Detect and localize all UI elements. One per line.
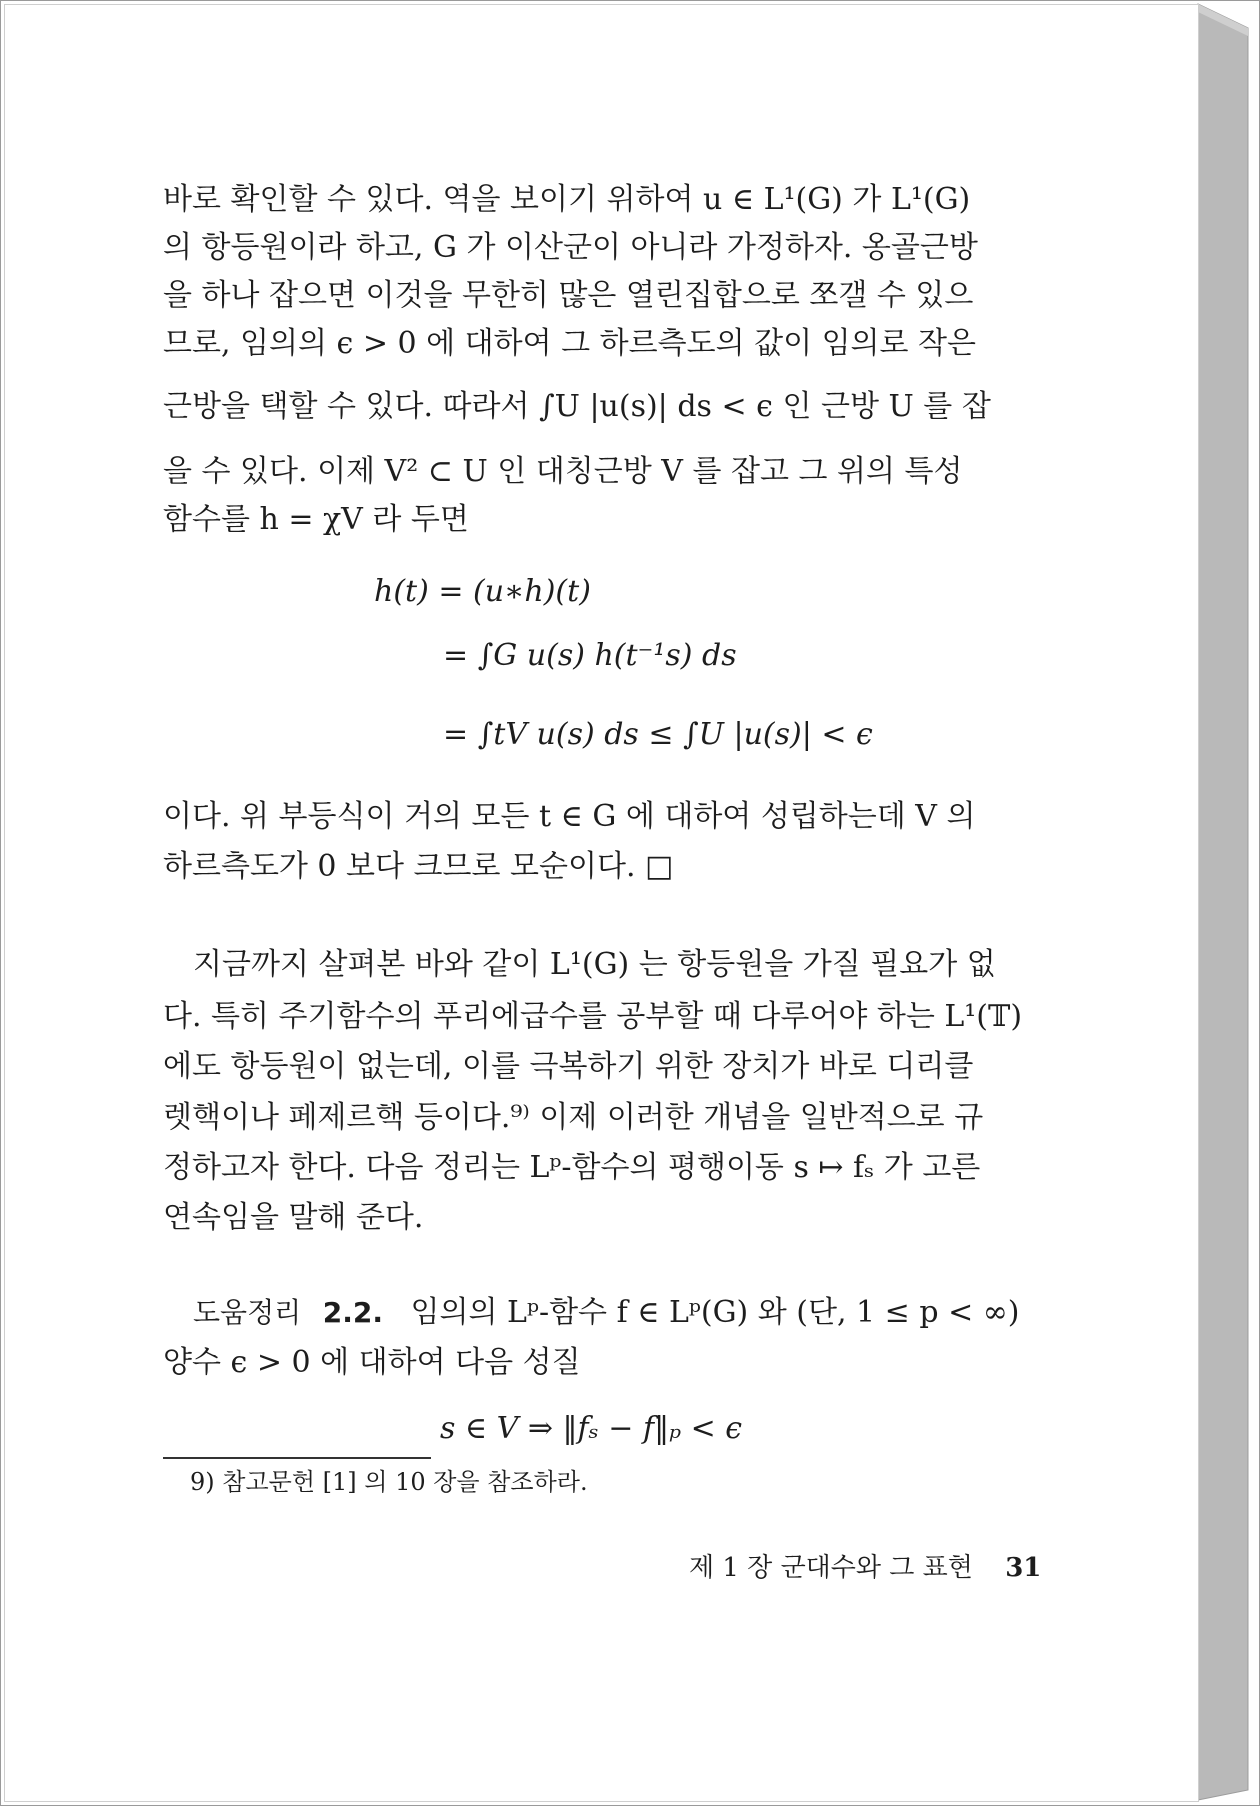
- text-line: 다. 특히 주기함수의 푸리에급수를 공부할 때 다루어야 하는 L¹(𝕋): [163, 999, 1023, 1034]
- text-line: 므로, 임의의 ϵ > 0 에 대하여 그 하르측도의 값이 임의로 작은: [163, 326, 977, 361]
- text-line: 근방을 택할 수 있다. 따라서 ∫U |u(s)| ds < ϵ 인 근방 U 를 잡: [163, 389, 991, 424]
- equation-line-1: h(t) = (u∗h)(t): [374, 574, 591, 609]
- lemma-label: 도움정리: [193, 1296, 302, 1329]
- equation-line-2: = ∫G u(s) h(t⁻¹s) ds: [443, 638, 737, 673]
- lemma-text: 임의의 Lᵖ-함수 f ∈ Lᵖ(G) 와 (단, 1 ≤ p < ∞): [410, 1295, 1020, 1330]
- book-page: [4, 4, 1199, 1802]
- text-line: 의 항등원이라 하고, G 가 이산군이 아니라 가정하자. 옹골근방: [163, 230, 978, 265]
- text-line: 바로 확인할 수 있다. 역을 보이기 위하여 u ∈ L¹(G) 가 L¹(G): [163, 182, 971, 217]
- text-line: 연속임을 말해 준다.: [163, 1200, 424, 1235]
- footnote: 9) 참고문헌 [1] 의 10 장을 참조하라.: [190, 1468, 588, 1496]
- lemma-line-1: [193, 1293, 1053, 1333]
- text-line: 함수를 h = χV 라 두면: [163, 502, 469, 537]
- equation-line-3: = ∫tV u(s) ds ≤ ∫U |u(s)| < ϵ: [443, 717, 873, 752]
- running-footer: [689, 1550, 1041, 1586]
- text-line: 에도 항등원이 없는데, 이를 극복하기 위한 장치가 바로 디리클: [163, 1049, 974, 1084]
- text-line: 을 하나 잡으면 이것을 무한히 많은 열린집합으로 쪼갤 수 있으: [163, 278, 974, 313]
- chapter-title: 제 1 장 군대수와 그 표현: [689, 1553, 973, 1583]
- text-line: 을 수 있다. 이제 V² ⊂ U 인 대칭근방 V 를 잡고 그 위의 특성: [163, 454, 963, 489]
- page-number: 31: [1005, 1553, 1042, 1583]
- text-line: 지금까지 살펴본 바와 같이 L¹(G) 는 항등원을 가질 필요가 없: [193, 947, 996, 982]
- text-line: 하르측도가 0 보다 크므로 모순이다. □: [163, 849, 674, 884]
- text-line: 렛핵이나 페제르핵 등이다.⁹⁾ 이제 이러한 개념을 일반적으로 규: [163, 1100, 984, 1135]
- lemma-equation: s ∈ V ⇒ ‖fₛ − f‖ₚ < ϵ: [440, 1411, 743, 1446]
- lemma-number: 2.2.: [322, 1296, 383, 1329]
- text-line: 이다. 위 부등식이 거의 모든 t ∈ G 에 대하여 성립하는데 V 의: [163, 799, 976, 834]
- text-line: 정하고자 한다. 다음 정리는 Lᵖ-함수의 평행이동 s ↦ fₛ 가 고른: [163, 1150, 981, 1185]
- lemma-line-2: 양수 ϵ > 0 에 대하여 다음 성질: [163, 1345, 581, 1380]
- footnote-rule: [163, 1457, 431, 1459]
